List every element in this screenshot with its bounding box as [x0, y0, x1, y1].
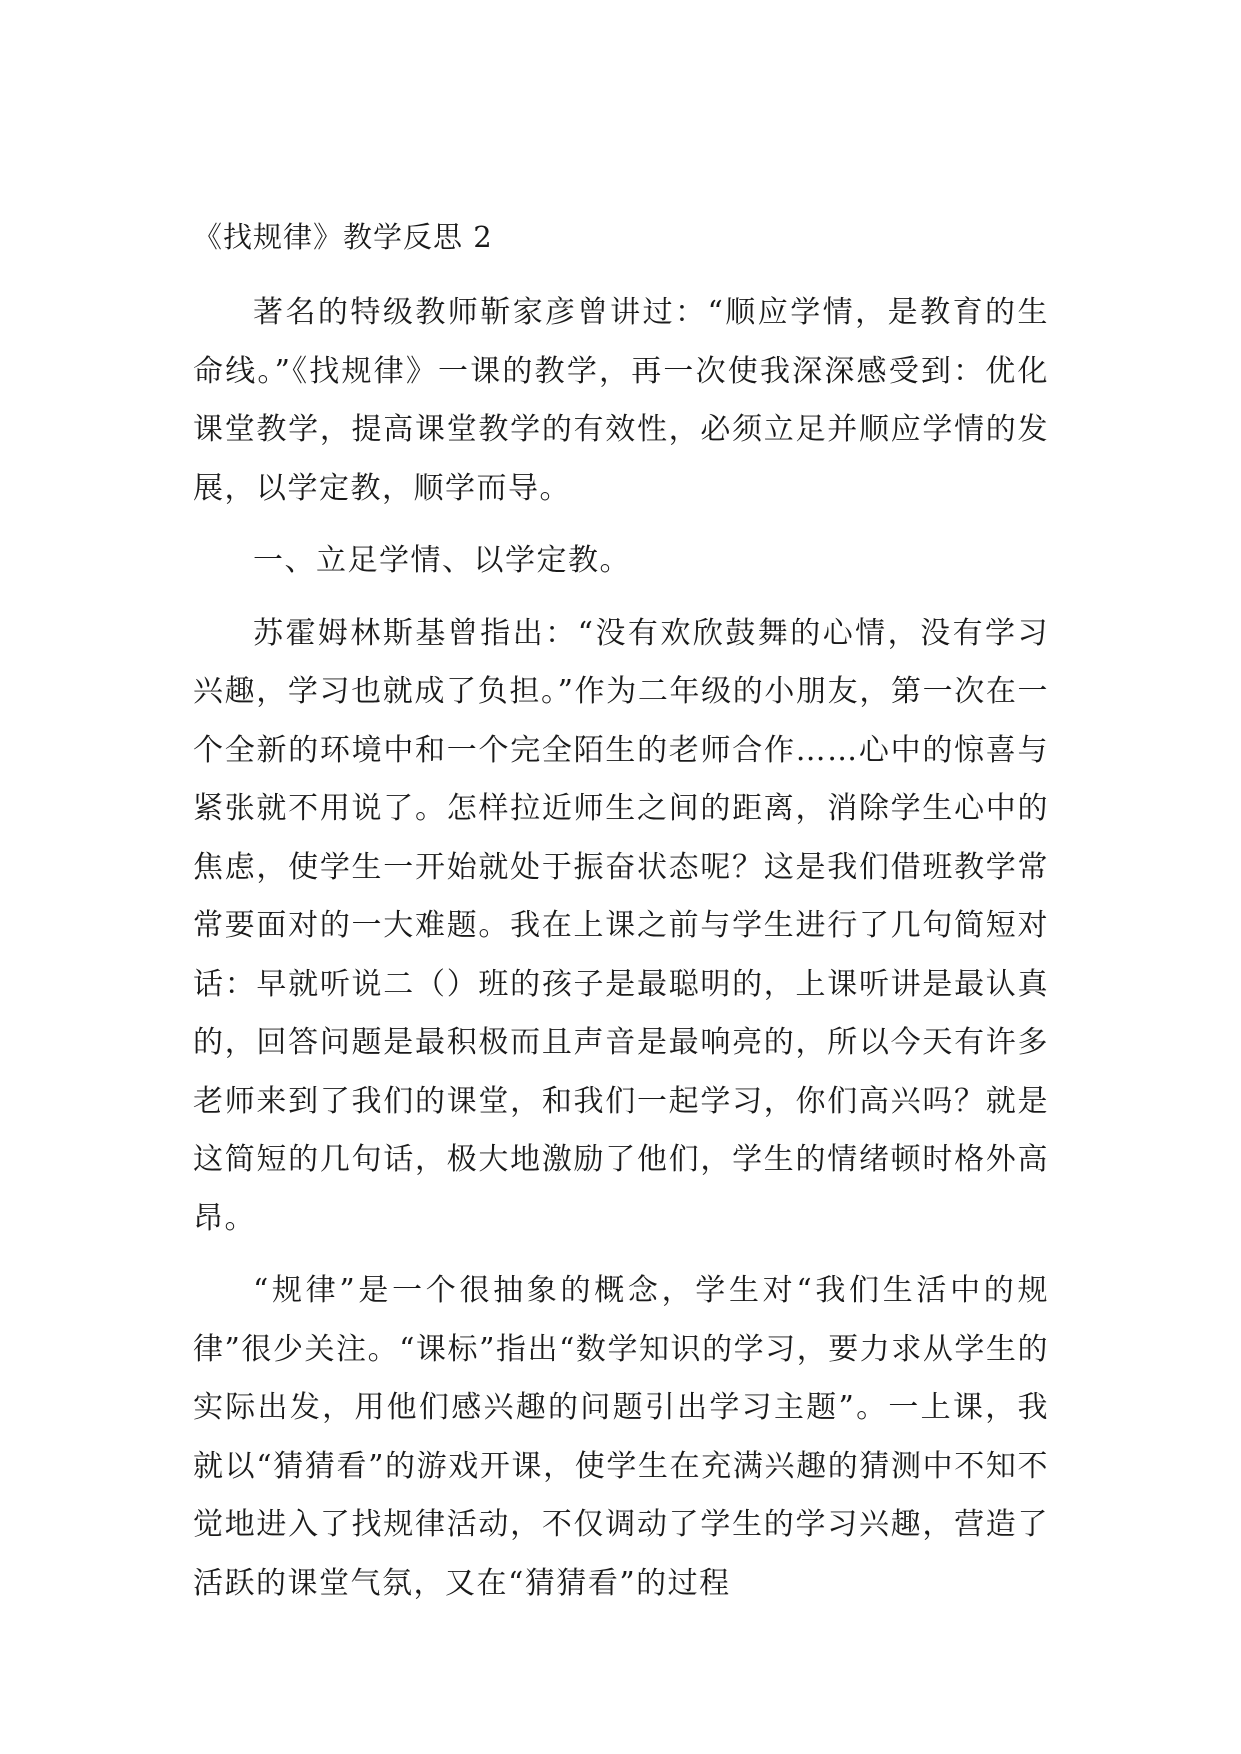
- paragraph-body: 苏霍姆林斯基曾指出：“没有欢欣鼓舞的心情，没有学习兴趣，学习也就成了负担。”作为二年级的小朋友，第一次在一个全新的环境中和一个完全陌生的老师合作……心中的惊喜与紧张就不用说了。怎样拉近师生之间的距离，消除学生心中的焦虑，使学生一开始就处于振奋状态呢？这是我们借班教学常常要面对的一大难题。我在上课之前与学生进行了几句简短对话：早就听说二（）班的孩子是最聪明的，上课听讲是最认真的，回答问题是最积极而且声音是最响亮的，所以今天有许多老师来到了我们的课堂，和我们一起学习，你们高兴吗？就是这简短的几句话，极大地激励了他们，学生的情绪顿时格外高昂。: [193, 615, 1049, 1236]
- document-body: [193, 212, 1049, 1613]
- section-heading: 一、立足学情、以学定教。: [253, 543, 631, 578]
- document-title: 《找规律》教学反思 2: [193, 220, 493, 254]
- paragraph-body: “规律”是一个很抽象的概念，学生对“我们生活中的规律”很少关注。“课标”指出“数学知识的学习，要力求从学生的实际出发，用他们感兴趣的问题引出学习主题”。一上课，我就以“猜猜看”的游戏开课，使学生在充满兴趣的猜测中不知不觉地进入了找规律活动，不仅调动了学生的学习兴趣，营造了活跃的课堂气氛，又在“猜猜看”的过程: [193, 1273, 1049, 1601]
- paragraph-intro: 著名的特级教师靳家彦曾讲过：“顺应学情，是教育的生命线。”《找规律》一课的教学，再一次使我深深感受到：优化课堂教学，提高课堂教学的有效性，必须立足并顺应学情的发展，以学定教，顺学而导。: [193, 295, 1049, 506]
